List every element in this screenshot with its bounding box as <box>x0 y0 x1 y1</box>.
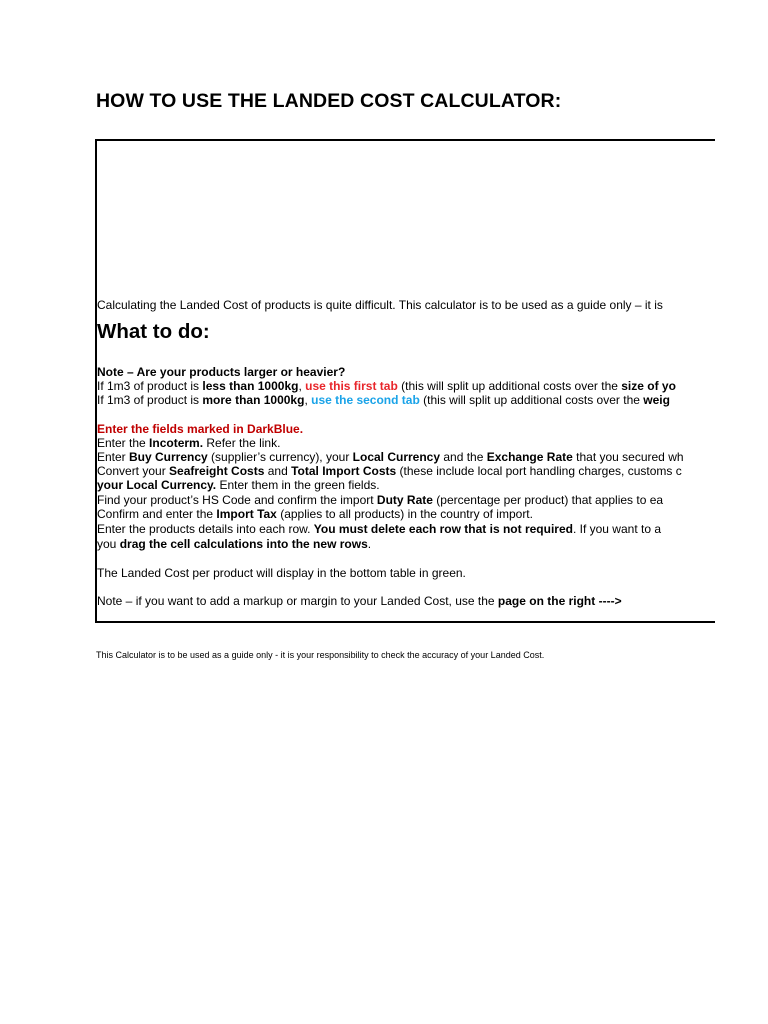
import-tax-suffix: (applies to all products) in the country of import. <box>276 507 533 521</box>
more-than-weight: more than 1000kg <box>202 393 305 407</box>
more-than-comma: , <box>304 393 312 407</box>
intro-text: Calculating the Landed Cost of products is quite difficult. This calculator is to be used as a guide only – it is <box>97 298 663 312</box>
arrow-glyph: ----> <box>595 594 622 608</box>
rows-line <box>97 522 661 536</box>
rows-suffix: . If you want to a <box>572 522 662 536</box>
more-than-line <box>97 393 670 407</box>
convert-suffix: (these include local port handling charges, customs c <box>396 464 682 478</box>
disclaimer-footer: This Calculator is to be used as a guide only - it is your responsibility to check the accuracy of your Landed Cost. <box>96 650 545 660</box>
more-than-explanation: (this will split up additional costs over the <box>419 393 644 407</box>
page-title: HOW TO USE THE LANDED COST CALCULATOR: <box>96 90 562 112</box>
duty-rate-term: Duty Rate <box>376 493 433 507</box>
drag-suffix: . <box>367 537 372 551</box>
incoterm-prefix: Enter the <box>97 436 150 450</box>
drag-prefix: you <box>97 537 120 551</box>
hscode-line <box>97 493 663 507</box>
green-fields-instruction: Enter them in the green fields. <box>216 478 380 492</box>
currency-mid-2: and the <box>440 450 487 464</box>
import-tax-term: Import Tax <box>216 507 277 521</box>
rows-prefix: Enter the products details into each row. <box>97 522 314 536</box>
currency-mid-1: (supplier’s currency), your <box>207 450 353 464</box>
less-than-explanation: (this will split up additional costs over the <box>397 379 622 393</box>
hscode-suffix: (percentage per product) that applies to ea <box>432 493 664 507</box>
delete-rows-warning: You must delete each row that is not required <box>313 522 573 536</box>
less-than-weight: less than 1000kg <box>202 379 299 393</box>
less-than-comma: , <box>298 379 306 393</box>
size-note-text: Note – Are your products larger or heavier? <box>97 365 346 379</box>
incoterm-suffix: Refer the link. <box>203 436 281 450</box>
exchange-rate-term: Exchange Rate <box>486 450 573 464</box>
less-than-line <box>97 379 676 393</box>
seafreight-term: Seafreight Costs <box>169 464 265 478</box>
local-currency-term: Local Currency <box>352 450 441 464</box>
more-than-prefix: If 1m3 of product is <box>97 393 203 407</box>
currency-line <box>97 450 684 464</box>
display-note: The Landed Cost per product will display in the bottom table in green. <box>97 566 466 580</box>
import-tax-prefix: Confirm and enter the <box>97 507 217 521</box>
convert-line <box>97 464 682 478</box>
page-on-right-link[interactable]: page on the right <box>497 594 596 608</box>
convert-mid: and <box>264 464 292 478</box>
currency-suffix: that you secured wh <box>572 450 684 464</box>
markup-line <box>97 594 622 608</box>
second-tab-link[interactable]: use the second tab <box>311 393 420 407</box>
incoterm-line <box>97 436 280 450</box>
less-than-basis: size of yo <box>621 379 676 393</box>
import-tax-line <box>97 507 533 521</box>
buy-currency-term: Buy Currency <box>129 450 208 464</box>
drag-instruction: drag the cell calculations into the new rows <box>119 537 368 551</box>
size-note <box>97 365 345 379</box>
currency-prefix: Enter <box>97 450 130 464</box>
instructions-box <box>95 139 715 623</box>
import-costs-term: Total Import Costs <box>291 464 397 478</box>
hscode-prefix: Find your product’s HS Code and confirm the import <box>97 493 377 507</box>
what-to-do-heading: What to do: <box>97 320 210 343</box>
less-than-prefix: If 1m3 of product is <box>97 379 203 393</box>
drag-line <box>97 537 371 551</box>
incoterm-term: Incoterm. <box>149 436 204 450</box>
local-currency-phrase: your Local Currency. <box>97 478 217 492</box>
markup-prefix: Note – if you want to add a markup or margin to your Landed Cost, use the <box>97 594 498 608</box>
first-tab-link[interactable]: use this first tab <box>305 379 398 393</box>
enter-fields-instruction: Enter the fields marked in DarkBlue. <box>97 422 304 436</box>
more-than-basis: weig <box>643 393 670 407</box>
convert-prefix: Convert your <box>97 464 170 478</box>
local-currency-line <box>97 478 380 492</box>
